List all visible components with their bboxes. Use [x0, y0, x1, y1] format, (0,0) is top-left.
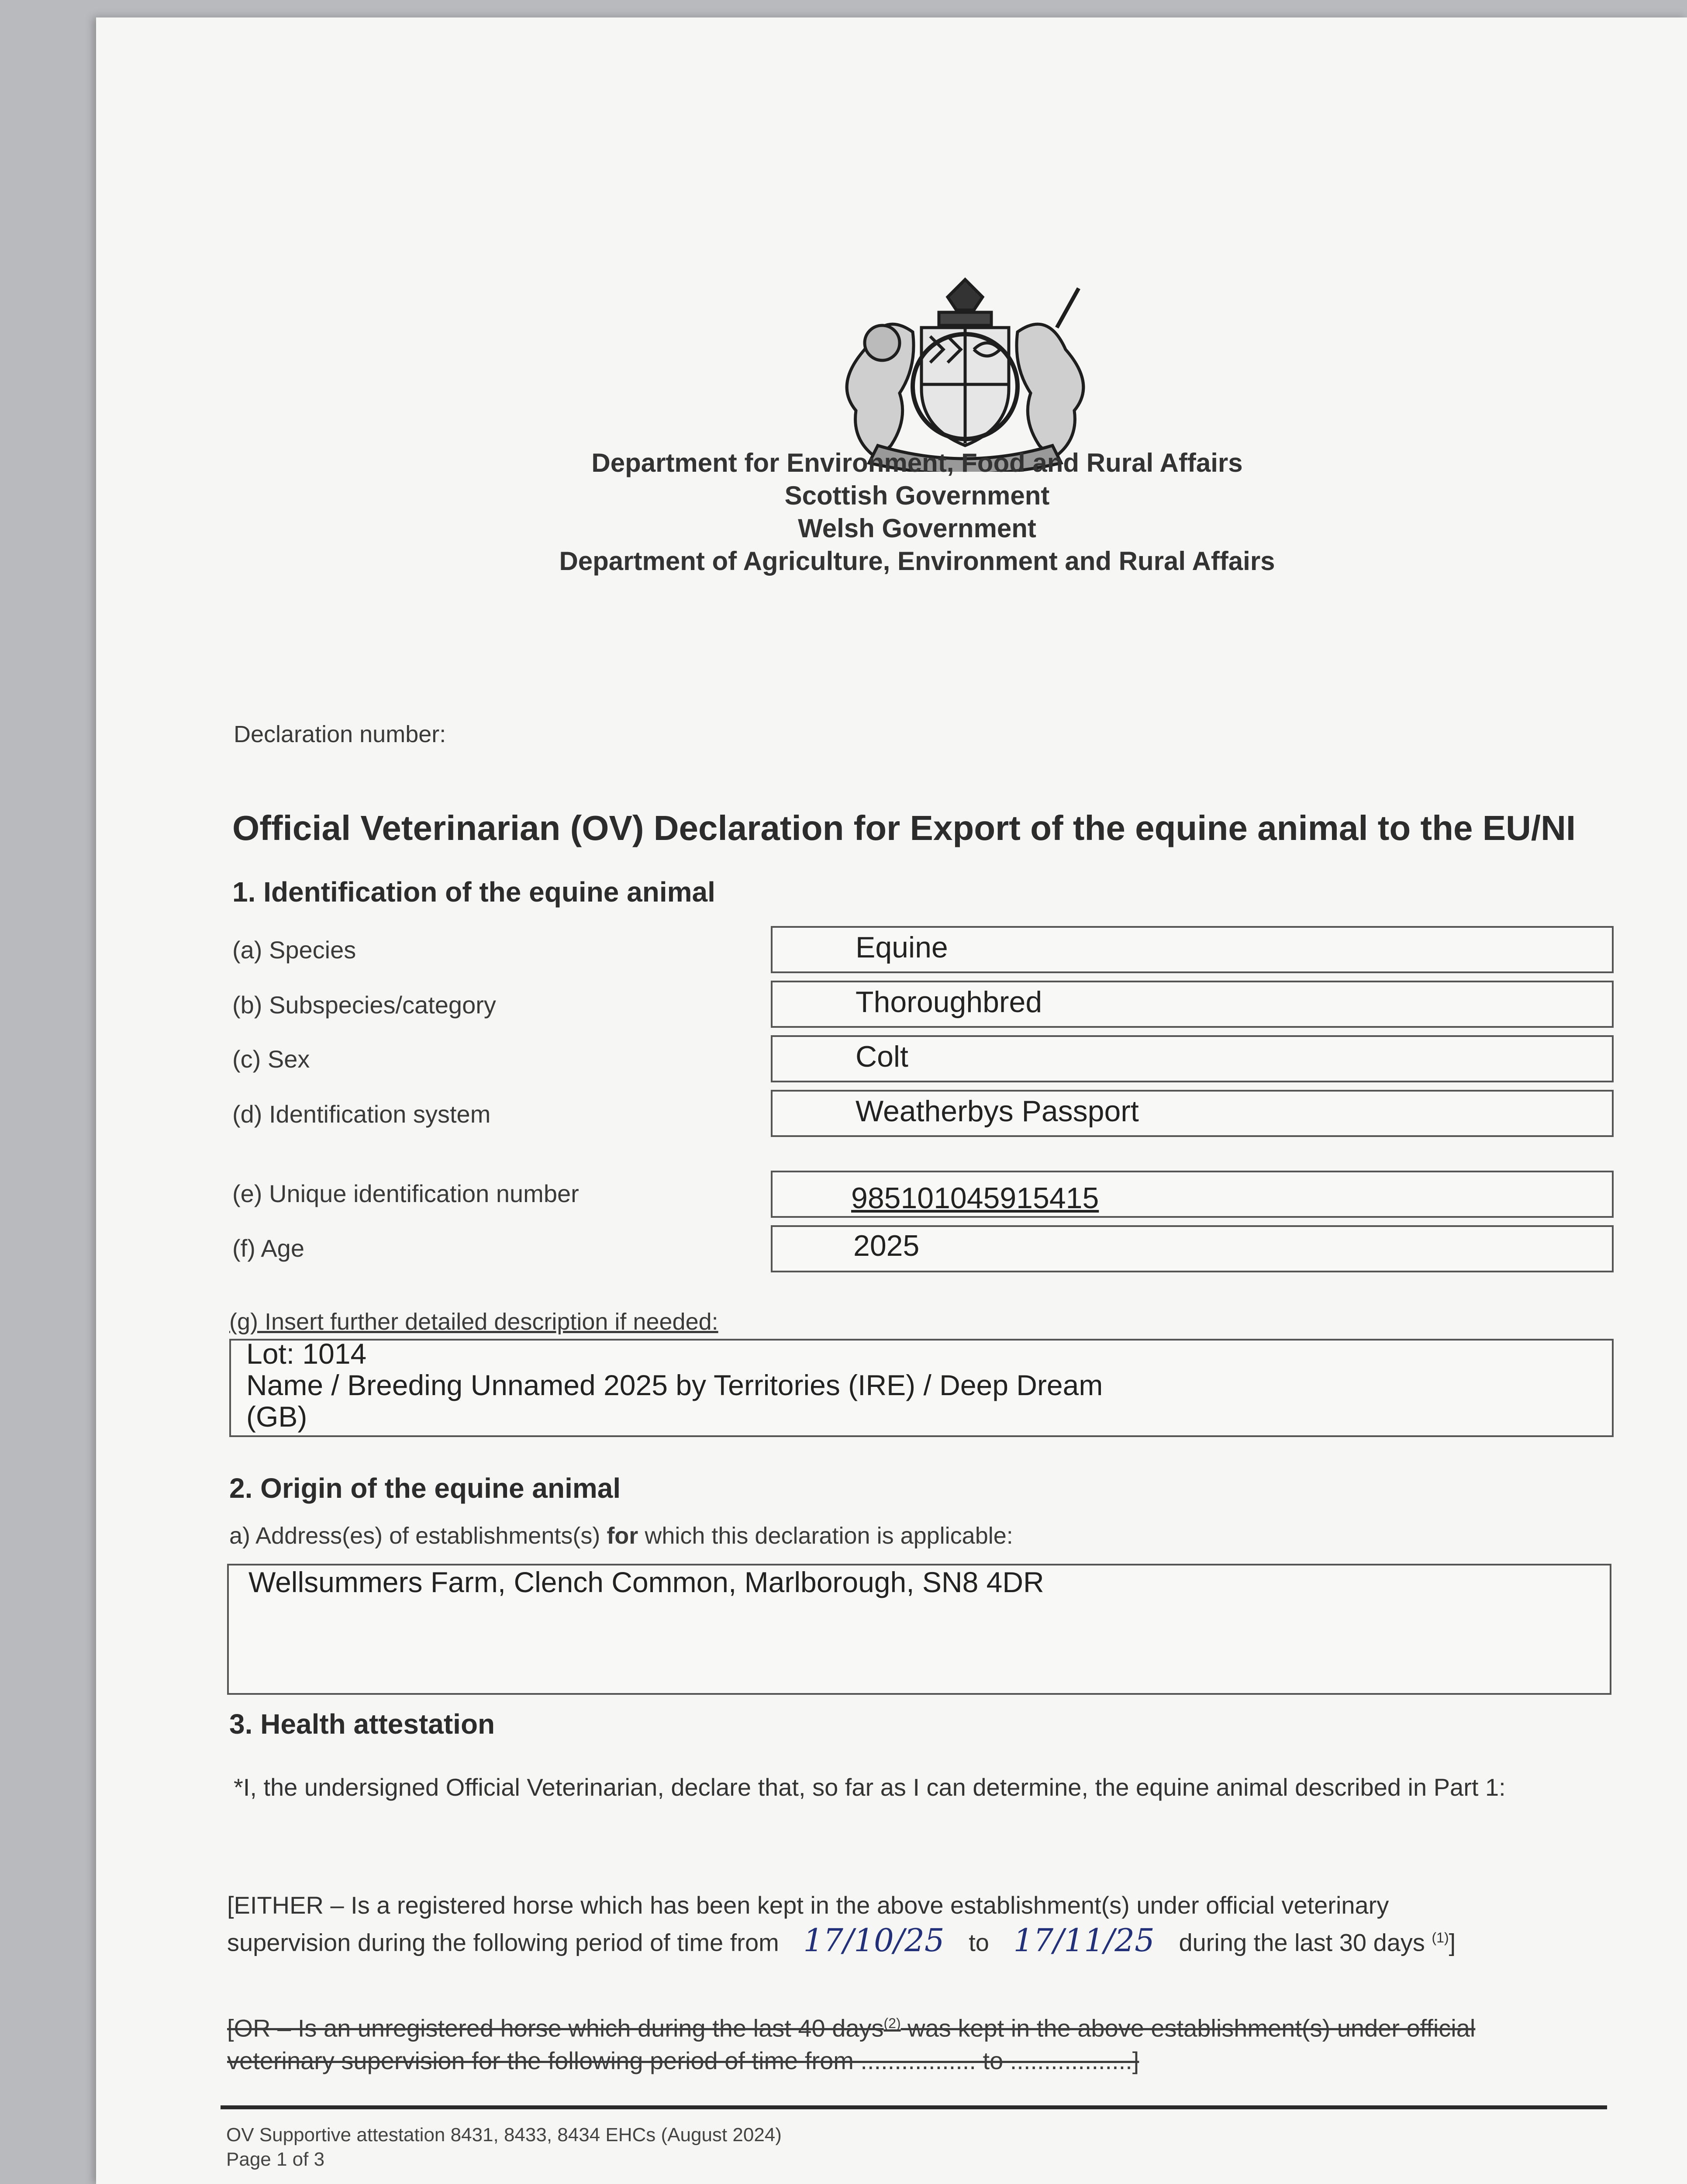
- further-line-2: Name / Breeding Unnamed 2025 by Territories (IRE) / Deep Dream: [246, 1369, 1103, 1401]
- either-line-2: supervision during the following period of time from 17/10/25 to 17/11/25 during the last 30 days $^{(1)}$]: [227, 1921, 1456, 1959]
- subspecies-field[interactable]: [771, 981, 1614, 1028]
- address-field[interactable]: [227, 1564, 1611, 1695]
- sex-value: Colt: [856, 1040, 908, 1073]
- health-intro: *I, the undersigned Official Veterinarian, declare that, so far as I can determine, the equine animal described in Part 1:: [234, 1773, 1506, 1801]
- label-age: (f) Age: [232, 1234, 304, 1262]
- label-identification-system: (d) Identification system: [232, 1100, 491, 1128]
- sex-field[interactable]: [771, 1035, 1614, 1082]
- label-unique-id: (e) Unique identification number: [232, 1180, 579, 1207]
- unique-id-field[interactable]: [771, 1171, 1614, 1218]
- dept-line-3: Welsh Government: [798, 514, 1036, 543]
- page-title: Official Veterinarian (OV) Declaration for Export of the equine animal to the EU/NI: [232, 809, 1576, 847]
- further-line-3: (GB): [246, 1400, 307, 1433]
- section3-heading: 3. Health attestation: [229, 1708, 495, 1740]
- address-value: Wellsummers Farm, Clench Common, Marlborough, SN8 4DR: [248, 1566, 1044, 1598]
- address-label: a) Address(es) of establishments(s) for which this declaration is applicable:: [229, 1523, 1013, 1549]
- unique-id-value: 985101045915415: [851, 1182, 1099, 1215]
- further-line-1: Lot: 1014: [246, 1337, 367, 1370]
- document-page: [96, 17, 1687, 2184]
- identification-system-value: Weatherbys Passport: [856, 1095, 1139, 1128]
- declaration-number-label: Declaration number:: [234, 721, 446, 747]
- identification-system-field[interactable]: [771, 1090, 1614, 1137]
- date-from-handwritten: 17/10/25: [803, 1921, 945, 1959]
- section1-heading: 1. Identification of the equine animal: [232, 876, 715, 908]
- either-clause: [227, 1889, 1609, 1959]
- footer-line-1: OV Supportive attestation 8431, 8433, 8434 EHCs (August 2024): [226, 2124, 782, 2146]
- section2-heading: 2. Origin of the equine animal: [229, 1472, 621, 1504]
- footer: [226, 2123, 782, 2172]
- or-clause-struck: [OR – Is an unregistered horse which during the last 40 days$^{(2)}$ was kept in the above establishment(s) under official veterinary supervision for the following period of time from ................. to ..................]: [227, 2014, 1476, 2074]
- dept-line-1: Department for Environment, Food and Rural Affairs: [591, 448, 1243, 477]
- species-value: Equine: [856, 931, 948, 964]
- royal-coat-of-arms-icon: [812, 271, 1118, 472]
- further-description-field[interactable]: [229, 1339, 1614, 1437]
- footer-line-2: Page 1 of 3: [226, 2149, 325, 2170]
- label-species: (a) Species: [232, 936, 356, 964]
- age-value: 2025: [853, 1229, 920, 1262]
- footer-rule: [221, 2105, 1607, 2109]
- date-to-handwritten: 17/11/25: [1013, 1921, 1155, 1959]
- subspecies-value: Thoroughbred: [856, 985, 1042, 1019]
- label-sex: (c) Sex: [232, 1045, 310, 1073]
- age-field[interactable]: [771, 1225, 1614, 1272]
- dept-line-4: Department of Agriculture, Environment and Rural Affairs: [559, 546, 1275, 576]
- dept-line-2: Scottish Government: [784, 481, 1050, 510]
- label-subspecies: (b) Subspecies/category: [232, 991, 496, 1019]
- further-description-label: (g) Insert further detailed description if needed:: [229, 1309, 718, 1335]
- species-field[interactable]: [771, 926, 1614, 973]
- either-line-1: [EITHER – Is a registered horse which has been kept in the above establishment(s) under official veterinary: [227, 1891, 1389, 1919]
